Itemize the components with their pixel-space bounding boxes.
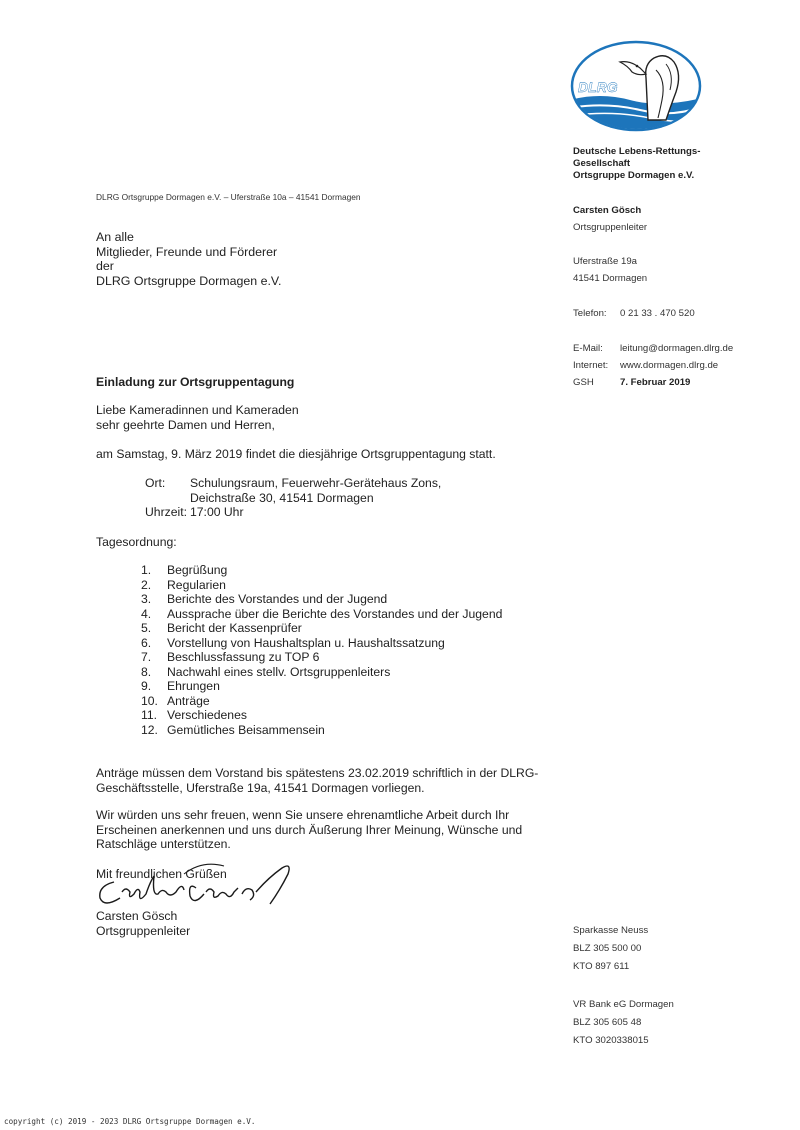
bank-name: VR Bank eG Dormagen [573, 999, 674, 1010]
recipient-line: An alle [96, 230, 134, 244]
bank-name: Sparkasse Neuss [573, 925, 649, 936]
agenda-item-number: 3. [141, 592, 152, 606]
svg-text:DLRG: DLRG [578, 79, 618, 95]
contact-street: Uferstraße 19a [573, 256, 637, 267]
gsh-label: GSH [573, 377, 594, 388]
agenda-item-text: Aussprache über die Berichte des Vorstandes und der Jugend [167, 606, 503, 621]
contact-person: Carsten Gösch [573, 205, 642, 216]
internet-label: Internet: [573, 360, 609, 371]
recipient-line: DLRG Ortsgruppe Dormagen e.V. [96, 273, 282, 288]
salutation-line: Liebe Kameradinnen und Kameraden [96, 403, 299, 417]
agenda-item-number: 8. [141, 664, 152, 679]
bank-1 [573, 922, 648, 976]
place-line: Deichstraße 30, 41541 Dormagen [190, 490, 374, 505]
recipient-line: Mitglieder, Freunde und Förderer [96, 244, 278, 259]
agenda-item-number: 10. [141, 693, 158, 708]
place-label: Ort: [145, 476, 166, 490]
time-value: 17:00 Uhr [190, 505, 244, 519]
agenda-item-text: Beschlussfassung zu TOP 6 [167, 650, 320, 664]
agenda-item-text: Vorstellung von Haushaltsplan u. Haushaltssatzung [167, 635, 445, 650]
handwritten-signature [92, 852, 302, 922]
signature-icon [92, 852, 302, 922]
agenda-item-text: Gemütliches Beisammensein [167, 722, 325, 737]
letter-subject: Einladung zur Ortsgruppentagung [96, 375, 295, 389]
closing-paragraph: Wir würden uns sehr freuen, wenn Sie unsere ehrenamtliche Arbeit durch Ihr Erscheinen anerkennen und uns durch Äußerung Ihrer Meinung, Wünsche und Ratschläge unterstützen. [96, 808, 523, 851]
recipient-address [96, 230, 282, 288]
phone-number: 0 21 33 . 470 520 [620, 308, 695, 319]
deadline-paragraph: Anträge müssen dem Vorstand bis spätestens 23.02.2019 schriftlich in der DLRG-Geschäftsstelle, Uferstraße 19a, 41541 Dormagen vorliegen. [96, 766, 539, 795]
account-number: KTO 897 611 [573, 961, 630, 972]
agenda-item-number: 6. [141, 635, 152, 650]
agenda-item [141, 592, 502, 607]
org-name-line: Deutsche Lebens-Rettungs- [573, 146, 701, 157]
agenda-list [141, 563, 502, 737]
salutation [96, 403, 299, 432]
spacer [145, 491, 190, 506]
agenda-item [141, 636, 502, 651]
org-name-line: Ortsgruppe Dormagen e.V. [573, 170, 695, 181]
agenda-item-number: 11. [141, 708, 158, 722]
agenda-item-text: Begrüßung [167, 563, 228, 577]
recipient-line: der [96, 259, 114, 273]
agenda-item [141, 694, 502, 709]
agenda-item-number: 12. [141, 722, 158, 737]
bank-code: BLZ 305 605 48 [573, 1017, 642, 1028]
org-name-line: Gesellschaft [573, 158, 631, 169]
letter-date: 7. Februar 2019 [620, 377, 691, 388]
closing-greeting: Mit freundlichen Grüßen [96, 867, 227, 881]
agenda-item-text: Anträge [167, 693, 210, 708]
eagle-emblem-icon [570, 40, 702, 132]
intro-text: am Samstag, 9. März 2019 findet die diesjährige Ortsgruppentagung statt. [96, 447, 496, 461]
salutation-line: sehr geehrte Damen und Herren, [96, 417, 275, 432]
agenda-item-number: 9. [141, 679, 152, 693]
place-line: Schulungsraum, Feuerwehr-Gerätehaus Zons, [190, 476, 442, 490]
agenda-item-text: Berichte des Vorstandes und der Jugend [167, 592, 388, 606]
agenda-item-number: 1. [141, 563, 152, 577]
phone-label: Telefon: [573, 308, 607, 319]
agenda-item-text: Ehrungen [167, 679, 220, 693]
agenda-item-number: 7. [141, 650, 152, 664]
agenda-item [141, 665, 502, 680]
agenda-item [141, 650, 502, 665]
event-details [145, 476, 441, 520]
agenda-item-number: 4. [141, 606, 152, 621]
agenda-item [141, 607, 502, 622]
email-label: E-Mail: [573, 343, 603, 354]
agenda-item-text: Nachwahl eines stellv. Ortsgruppenleiters [167, 664, 391, 679]
time-label: Uhrzeit: [145, 505, 187, 519]
agenda-item-text: Bericht der Kassenprüfer [167, 621, 302, 635]
agenda-title: Tagesordnung: [96, 535, 177, 549]
copyright-footer: copyright (c) 2019 - 2023 DLRG Ortsgruppe Dormagen e.V. [4, 1117, 256, 1126]
bank-code: BLZ 305 500 00 [573, 943, 642, 954]
dlrg-logo [570, 40, 702, 132]
agenda-item [141, 621, 502, 636]
contact-role: Ortsgruppenleiter [573, 222, 648, 233]
agenda-item [141, 708, 502, 723]
account-number: KTO 3020338015 [573, 1035, 649, 1046]
agenda-item [141, 679, 502, 694]
sender-address-line: DLRG Ortsgruppe Dormagen e.V. – Uferstraße 10a – 41541 Dormagen [96, 192, 361, 202]
bank-2 [573, 996, 674, 1050]
agenda-item [141, 563, 502, 578]
organization-name [573, 146, 773, 182]
website-link[interactable]: www.dormagen.dlrg.de [620, 360, 719, 371]
signer-name: Carsten Gösch [96, 909, 178, 923]
agenda-item-text: Verschiedenes [167, 708, 247, 722]
agenda-item-text: Regularien [167, 577, 226, 592]
agenda-item-number: 2. [141, 577, 152, 592]
agenda-item [141, 578, 502, 593]
contact-city: 41541 Dormagen [573, 273, 648, 284]
email-address[interactable]: leitung@dormagen.dlrg.de [620, 343, 734, 354]
agenda-item [141, 723, 502, 738]
signer-role: Ortsgruppenleiter [96, 924, 191, 938]
agenda-item-number: 5. [141, 621, 152, 635]
